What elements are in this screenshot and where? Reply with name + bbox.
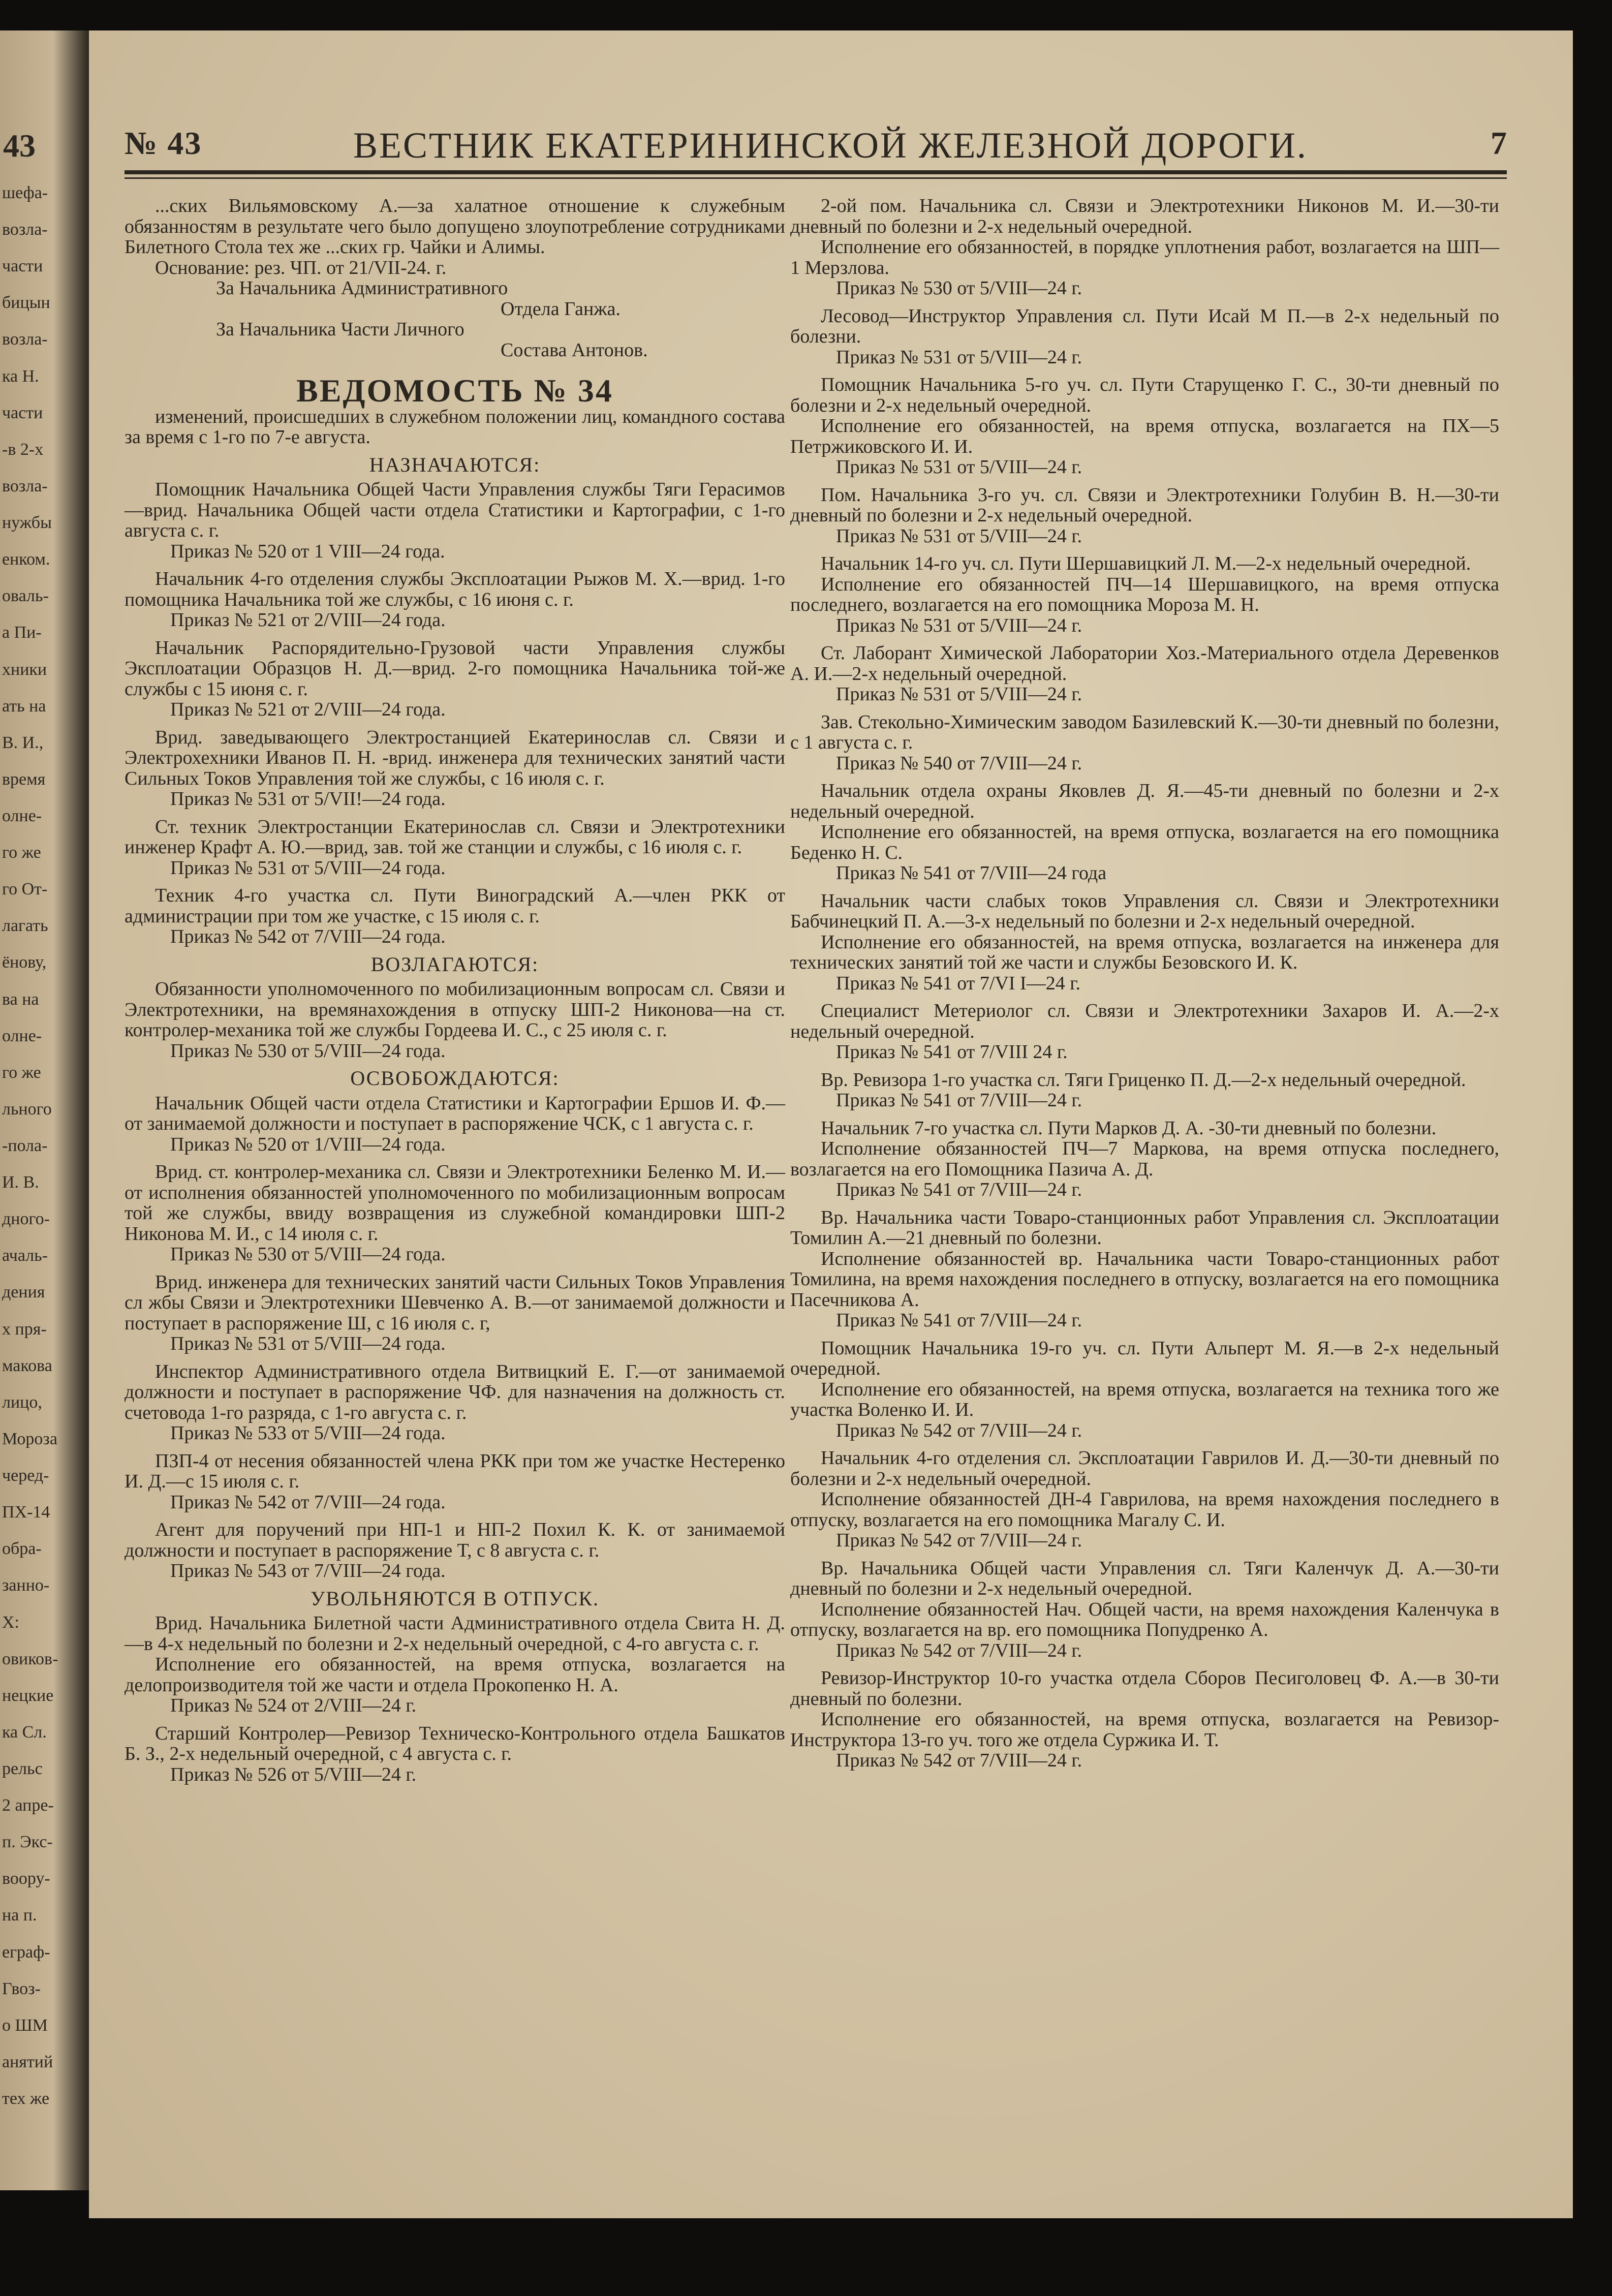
order-ref: Приказ № 541 от 7/VIII—24 г. [836, 1179, 1082, 1200]
previous-page-fragment: ёнову, [2, 953, 47, 972]
page-number: 7 [1491, 125, 1507, 161]
entry: Начальник Распорядительно-Грузовой части Управления службы Эксплоатации Образцов Н. Д.—врид. 2-го помощника Начальника той-же службы с 15 июня с. г. [125, 637, 785, 700]
order-ref: Приказ № 543 от 7/VIII—24 года. [170, 1560, 446, 1581]
previous-page-fragment: рельс [2, 1759, 43, 1778]
entry: Пом. Начальника 3-го уч. сл. Связи и Электротехники Голубин В. Н.—30-ти дневный по болезни и 2-х недельный очередной. [790, 484, 1499, 526]
entry-substitute: Исполнение его обязанностей, в порядке уплотнения работ, возлагается на ШП—1 Мерзлова. [790, 236, 1499, 278]
previous-page-fragment: макова [2, 1356, 52, 1375]
entry: Врид. ст. контролер-механика сл. Связи и Электротехники Беленко М. И.—от исполнения обязанностей уполномоченного по мобилизационным вопросам той же службы, ввиду возвращения из служебной командировки ШП-2 Никонова М. И., с 14 июля с. г. [125, 1161, 785, 1245]
entry: Агент для поручений при НП-1 и НП-2 Похил К. К. от занимаемой должности и поступает в распоряжение Т, с 8 августа с. г. [125, 1519, 785, 1561]
previous-page-fragment: оваль- [2, 586, 49, 606]
entry: Помощник Начальника 19-го уч. сл. Пути Альперт М. Я.—в 2-х недельный очередной. [790, 1337, 1499, 1379]
order-ref: Приказ № 530 от 5/VIII—24 года. [170, 1244, 446, 1265]
previous-page-fragment: ка Сл. [2, 1722, 47, 1742]
signature-1-line2: Отдела Ганжа. [501, 298, 621, 320]
order-ref: Приказ № 530 от 5/VIII—24 года. [170, 1040, 446, 1062]
signature-2-line1: За Начальника Части Личного [216, 319, 464, 340]
previous-page-strip [0, 30, 97, 2190]
section-title: ВЕДОМОСТЬ № 34 [296, 373, 613, 409]
order-ref: Приказ № 533 от 5/VIII—24 года. [170, 1422, 446, 1444]
order-ref: Приказ № 530 от 5/VIII—24 г. [836, 277, 1082, 299]
order-ref: Приказ № 541 от 7/VIII—24 г. [836, 1310, 1082, 1331]
entry: Врид. инженера для технических занятий части Сильных Токов Управления сл жбы Связи и Электротехники Шевченко А. В.—от занимаемой должности и поступает в распоряжение Ш, с 16 июля с. г, [125, 1271, 785, 1334]
order-ref: Приказ № 521 от 2/VIII—24 года. [170, 699, 446, 720]
newspaper-sheet [89, 30, 1573, 2218]
previous-page-fragment: дения [2, 1283, 45, 1302]
order-ref: Приказ № 531 от 5/VIII—24 г. [836, 456, 1082, 478]
previous-page-fragment: лагать [2, 916, 48, 936]
previous-page-fragment: льного [2, 1099, 52, 1119]
entry-substitute: Исполнение его обязанностей, на время отпуска, возлагается на его помощника Беденко Н. С. [790, 821, 1499, 863]
issue-number: № 43 [125, 125, 202, 161]
previous-page-fragment: нужбы [2, 513, 52, 533]
previous-page-fragment: -в 2-х [2, 440, 44, 459]
entry: Начальник 4-го отделения службы Эксплоатации Рыжов М. Х.—врид. 1-го помощника Начальника той же службы, с 16 июня с. г. [125, 568, 785, 610]
order-ref: Приказ № 542 от 7/VIII—24 г. [836, 1419, 1082, 1441]
entry: Начальник 4-го отделения сл. Эксплоатации Гаврилов И. Д.—30-ти дневный по болезни и 2-х недельный очередной. [790, 1447, 1499, 1490]
left-column [125, 196, 785, 1792]
previous-page-fragment: воору- [2, 1869, 50, 1888]
previous-page-fragment: ка Н. [2, 366, 39, 386]
entry: Зав. Стекольно-Химическим заводом Базилевский К.—30-ти дневный по болезни, с 1 августа с. г. [790, 711, 1499, 753]
previous-page-issue-number: 43 [3, 128, 36, 164]
entry: Техник 4-го участка сл. Пути Виноградский А.—член РКК от администрации при том же участке, с 15 июля с. г. [125, 885, 785, 927]
previous-page-fragment: части [2, 257, 43, 276]
previous-page-fragment: п. Экс- [2, 1833, 53, 1852]
entry: Инспектор Административного отдела Витвицкий Е. Г.—от занимаемой должности и поступает в распоряжение ЧФ. для назначения на должность ст. счетовода 1-го разряда, с 1-го августа с. г. [125, 1360, 785, 1423]
previous-page-fragment: о ШМ [2, 2015, 48, 2035]
previous-page-fragment: И. В. [2, 1173, 39, 1192]
section-subtitle: изменений, происшедших в служебном положении лиц, командного состава за время с 1-го по 7-е августа. [125, 406, 785, 448]
previous-page-fragment: го же [2, 843, 41, 862]
intro-paragraph: ...ских Вильямовскому А.—за халатное отношение к служебным обязанностям в результате чего было допущено злоупотребление сотрудниками Билетного Стола тех же ...ских гр. Чайки и Алимы. [125, 195, 785, 258]
newspaper-title: ВЕСТНИК ЕКАТЕРИНИНСКОЙ ЖЕЛЕЗНОЙ ДОРОГИ. [353, 125, 1308, 166]
order-ref: Приказ № 540 от 7/VIII—24 г. [836, 752, 1082, 774]
heading-appointed: НАЗНАЧАЮТСЯ: [369, 453, 541, 476]
order-ref: Приказ № 542 от 7/VIII—24 года. [170, 1491, 446, 1513]
order-ref: Приказ № 541 от 7/VIII 24 г. [836, 1041, 1068, 1063]
entry: ПЗП-4 от несения обязанностей члена РКК при том же участке Нестеренко И. Д.—с 15 июля с. г. [125, 1450, 785, 1492]
previous-page-fragment: на п. [2, 1906, 37, 1925]
previous-page-fragment: возла- [2, 330, 48, 349]
previous-page-fragment: ать на [2, 696, 46, 716]
order-ref: Приказ № 531 от 5/VIII—24 г. [836, 684, 1082, 705]
heading-assigned: ВОЗЛАГАЮТСЯ: [370, 952, 539, 976]
entry: Ревизор-Инструктор 10-го участка отдела Сборов Песиголовец Ф. А.—в 30-ти дневный по болезни. [790, 1667, 1499, 1710]
previous-page-fragment: возла- [2, 476, 48, 495]
entry: Начальник отдела охраны Яковлев Д. Я.—45-ти дневный по болезни и 2-х недельный очередной. [790, 780, 1499, 822]
previous-page-fragment: возла- [2, 220, 48, 239]
entry-substitute: Исполнение обязанностей ПЧ—7 Маркова, на время отпуска последнего, возлагается на его Помощника Пазича А. Д. [790, 1138, 1499, 1180]
entry-substitute: Исполнение обязанностей Нач. Общей части, на время нахождения Каленчука в отпуску, возлагается на вр. его помощника Попудренко А. [790, 1598, 1499, 1640]
entry-substitute: Исполнение его обязанностей, на время отпуска, возлагается на Ревизор-Инструктора 13-го уч. того же отдела Суржика И. Т. [790, 1709, 1499, 1751]
previous-page-fragment: ПХ-14 [2, 1503, 50, 1522]
order-ref: Приказ № 542 от 7/VIII—24 года. [170, 926, 446, 947]
entry: Помощник Начальника Общей Части Управления службы Тяги Герасимов—врид. Начальника Общей части отдела Статистики и Картографии, с 1-го августа с. г. [125, 479, 785, 541]
order-ref: Приказ № 541 от 7/VIII—24 г. [836, 1090, 1082, 1111]
entry: Начальник Общей части отдела Статистики и Картографии Ершов И. Ф.—от занимаемой должности и поступает в распоряжение ЧСК, с 1 августа с. г. [125, 1092, 785, 1134]
entry-substitute: Исполнение его обязанностей, на время отпуска, возлагается на ПХ—5 Петржиковского И. И. [790, 415, 1499, 457]
heading-leave: УВОЛЬНЯЮТСЯ В ОТПУСК. [310, 1587, 600, 1610]
previous-page-fragment: Гвоз- [2, 1979, 41, 1998]
previous-page-fragment: хники [2, 660, 47, 679]
previous-page-fragment: енком. [2, 550, 50, 569]
scan-background-bottom [0, 2218, 1612, 2296]
order-ref: Приказ № 542 от 7/VIII—24 г. [836, 1530, 1082, 1551]
order-ref: Приказ № 531 от 5/VIII—24 года. [170, 1333, 446, 1354]
entry: Ст. техник Электростанции Екатеринослав сл. Связи и Электротехники инженер Крафт А. Ю.—врид, зав. той же станции и службы, с 16 июля с. г. [125, 816, 785, 858]
entry: Вр. Ревизора 1-го участка сл. Тяги Гриценко П. Д.—2-х недельный очередной. [821, 1069, 1466, 1091]
entry: Лесовод—Инструктор Управления сл. Пути Исай М П.—в 2-х недельный по болезни. [790, 305, 1499, 347]
order-ref: Приказ № 531 от 5/VIII—24 г. [836, 346, 1082, 368]
entry: Врид. Начальника Билетной части Административного отдела Свита Н. Д.—в 4-х недельный по болезни и 2-х недельный очередной, с 4-го августа с. г. [125, 1612, 785, 1655]
entry: Начальник части слабых токов Управления сл. Связи и Электротехники Бабчинецкий П. А.—3-х недельный по болезни и 2-х недельный очередной. [790, 890, 1499, 932]
intro-basis: Основание: рез. ЧП. от 21/VII-24. г. [155, 257, 447, 278]
entry: Начальник 14-го уч. сл. Пути Шершавицкий Л. М.—2-х недельный очередной. [821, 553, 1471, 574]
previous-page-fragment: олне- [2, 1026, 42, 1045]
previous-page-fragment: нецкие [2, 1686, 54, 1705]
order-ref: Приказ № 531 от 5/VII!—24 года. [170, 788, 446, 810]
previous-page-fragment: ва на [2, 989, 39, 1009]
previous-page-fragment: -пола- [2, 1136, 48, 1155]
previous-page-fragment: части [2, 403, 43, 422]
previous-page-fragment: тех же [2, 2089, 50, 2108]
entry: Старший Контролер—Ревизор Техническо-Контрольного отдела Башкатов Б. З., 2-х недельный очередной, с 4 августа с. г. [125, 1722, 785, 1764]
entry: Ст. Лаборант Химической Лаборатории Хоз.-Материального отдела Деревенков А. И.—2-х недельный очередной. [790, 642, 1499, 685]
previous-page-fragment: ачаль- [2, 1246, 48, 1265]
order-ref: Приказ № 520 от 1/VIII—24 года. [170, 1133, 446, 1155]
previous-page-fragment: анятий [2, 2052, 53, 2071]
order-ref: Приказ № 520 от 1 VIII—24 года. [170, 540, 445, 562]
entry-substitute: Исполнение его обязанностей, на время отпуска, возлагается на техника того же участка Воленко И. И. [790, 1378, 1499, 1420]
entry: Обязанности уполномоченного по мобилизационным вопросам сл. Связи и Электротехники, на времянахождения в отпуску ШП-2 Никонова—на ст. контролер-механика той же службы Гордеева И. С., с 25 июля с. г. [125, 978, 785, 1041]
order-ref: Приказ № 524 от 2/VIII—24 г. [170, 1695, 417, 1716]
previous-page-fragment: время [2, 769, 46, 789]
entry: 2-ой пом. Начальника сл. Связи и Электротехники Никонов М. И.—30-ти дневный по болезни и 2-х недельный очередной. [790, 195, 1499, 237]
order-ref: Приказ № 526 от 5/VIII—24 г. [170, 1763, 417, 1785]
previous-page-fragment: Х: [2, 1612, 19, 1632]
previous-page-fragment: лицо, [2, 1392, 42, 1412]
order-ref: Приказ № 541 от 7/VI I—24 г. [836, 972, 1081, 994]
previous-page-fragment: бицын [2, 293, 50, 313]
order-ref: Приказ № 531 от 5/VIII—24 г. [836, 525, 1082, 547]
previous-page-fragment: а Пи- [2, 623, 42, 642]
signature-2-line2: Состава Антонов. [501, 339, 648, 361]
header-rule-thick [125, 170, 1507, 174]
entry-substitute: Исполнение обязанностей вр. Начальника части Товаро-станционных работ Томилина, на время нахождения последнего в отпуску, возлагается на его помощника Пасечникова А. [790, 1248, 1499, 1311]
entry-substitute: Исполнение обязанностей ДН-4 Гаврилова, на время нахождения последнего в отпуску, возлагается на его помощника Магалу С. И. [790, 1488, 1499, 1531]
entry-substitute: Исполнение его обязанностей ПЧ—14 Шершавицкого, на время отпуска последнего, возлагается на его помощника Мороза М. Н. [790, 573, 1499, 615]
previous-page-fragment: го От- [2, 880, 48, 899]
previous-page-fragment: дного- [2, 1209, 50, 1229]
order-ref: Приказ № 541 от 7/VIII—24 года [836, 862, 1107, 884]
previous-page-fragment: овиков- [2, 1649, 58, 1668]
entry: Начальник 7-го участка сл. Пути Марков Д. А. -30-ти дневный по болезни. [821, 1117, 1437, 1139]
order-ref: Приказ № 542 от 7/VIII—24 г. [836, 1639, 1082, 1661]
previous-page-fragment: 2 апре- [2, 1796, 54, 1815]
previous-page-fragment: олне- [2, 806, 42, 825]
heading-released: ОСВОБОЖДАЮТСЯ: [350, 1067, 560, 1090]
entry-substitute: Исполнение его обязанностей, на время отпуска, возлагается на инженера для технических занятий той же части и службы Безовского И. К. [790, 931, 1499, 973]
order-ref: Приказ № 531 от 5/VIII—24 года. [170, 857, 446, 879]
previous-page-fragment: го же [2, 1063, 41, 1082]
entry: Помощник Начальника 5-го уч. сл. Пути Старущенко Г. С., 30-ти дневный по болезни и 2-х недельный очередной. [790, 374, 1499, 416]
entry-substitute: Исполнение его обязанностей, на время отпуска, возлагается на делопроизводителя той же части и отдела Прокопенко Н. А. [125, 1654, 785, 1696]
previous-page-fragment: черед- [2, 1466, 49, 1485]
previous-page-fragment: занно- [2, 1576, 50, 1595]
order-ref: Приказ № 521 от 2/VIII—24 года. [170, 609, 446, 631]
page-header [125, 125, 1507, 185]
header-rule-thin [125, 177, 1507, 179]
order-ref: Приказ № 531 от 5/VIII—24 г. [836, 614, 1082, 636]
signature-1-line1: За Начальника Административного [216, 277, 508, 299]
entry: Вр. Начальника Общей части Управления сл. Тяги Каленчук Д. А.—30-ти дневный по болезни и 2-х недельный очередной. [790, 1557, 1499, 1599]
order-ref: Приказ № 542 от 7/VIII—24 г. [836, 1750, 1082, 1771]
entry: Вр. Начальника части Товаро-станционных работ Управления сл. Эксплоатации Томилин А.—21 дневный по болезни. [790, 1206, 1499, 1249]
previous-page-fragment: Мороза [2, 1429, 57, 1448]
entry: Специалист Метериолог сл. Связи и Электротехники Захаров И. А.—2-х недельный очередной. [790, 1000, 1499, 1042]
previous-page-fragment: шефа- [2, 183, 48, 202]
previous-page-fragment: В. И., [2, 733, 44, 752]
previous-page-fragment: обра- [2, 1539, 42, 1559]
right-column [790, 196, 1499, 1778]
previous-page-fragment: х пря- [2, 1319, 47, 1339]
entry: Врид. заведывающего Электростанцией Екатеринослав сл. Связи и Электрохехники Иванов П. Н. -врид. инженера для технических занятий части Сильных Токов Управления той же службы, с 16 июля с. г. [125, 726, 785, 789]
previous-page-fragment: еграф- [2, 1942, 50, 1962]
